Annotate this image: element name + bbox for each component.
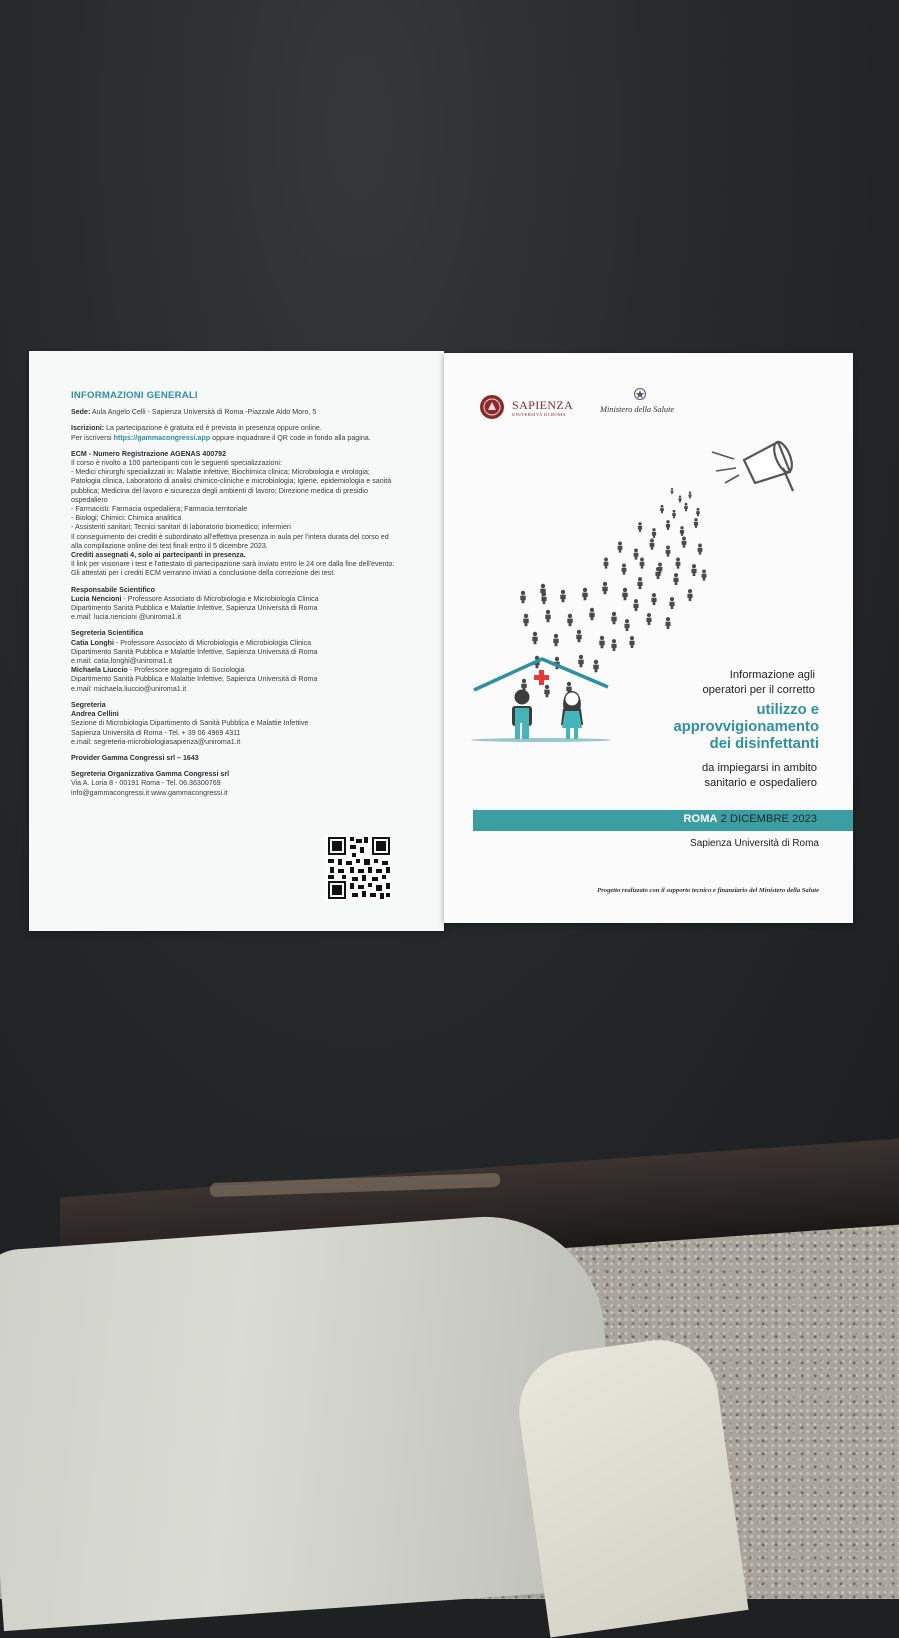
ecm-line-5: Il conseguimento dei crediti è subordinato all'effettiva presenza in aula per l'intera durata del corso ed alla compilazione online dei test finali entro il 5 dicembre 2023.	[71, 532, 389, 550]
medical-cross-icon	[534, 670, 549, 685]
title-line-2: approvvigionamento	[673, 719, 819, 735]
sede-label: Sede:	[71, 408, 91, 417]
sapienza-name: SAPIENZA	[512, 398, 574, 412]
after-line-1: Gli attestati per i crediti ECM verranno inviati a conclusione della correzione dei test.	[71, 569, 336, 578]
intro-line-1: Informazione agli	[729, 669, 815, 681]
sede-line	[71, 408, 401, 417]
cover-title	[673, 702, 819, 753]
ecm-line-1: - Medici chirurghi specializzati in: Malattie infettive; Biochimica clinica; Microbiologia e virologia; Patologia clinica, Laboratorio di analisi chimico-cliniche e microbiologia; Igiene, epidemiologia e sanità pubblica; Medicina del lavoro e sicurezza degli ambienti di lavoro; Direzione medica di presidio ospedaliero	[71, 468, 392, 504]
brochure-cover-page	[444, 353, 853, 923]
intro-line-2: operatori per il corretto	[702, 684, 815, 696]
segsci-dept1: Dipartimento Sanità Pubblica e Malattie Infettive, Sapienza Università di Roma	[71, 647, 318, 656]
registration-link[interactable]: https://gammacongressi.app	[113, 433, 211, 442]
segsci-title: Segreteria Scientifica	[71, 629, 144, 638]
provider-line: Provider Gamma Congressi srl – 1643	[71, 753, 199, 762]
resp-line	[71, 595, 401, 604]
segsci-email2: e.mail: michaela.liuccio@uniroma1.it	[71, 684, 187, 693]
iscrizioni-label: Iscrizioni:	[71, 424, 105, 433]
italy-emblem-icon	[633, 386, 647, 402]
date-rest: 2 DICEMBRE 2023	[717, 813, 817, 825]
ministero-name: Ministero della Salute	[600, 405, 675, 414]
segsci-line2	[71, 666, 401, 675]
sapienza-sub: UNIVERSITÀ DI ROMA	[512, 412, 566, 417]
segsci-name2: Michaela Liuccio	[71, 666, 128, 675]
iscrizioni-line	[71, 424, 401, 433]
ecm-line-2: - Farmacisti: Farmacia ospedaliera; Farmacia territoriale	[71, 505, 248, 514]
segsci-name1: Catia Longhi	[71, 638, 114, 647]
crowd-group	[520, 488, 706, 697]
segorg-title: Segreteria Organizzativa Gamma Congressi srl	[71, 770, 230, 779]
qr-code-icon[interactable]	[326, 835, 392, 901]
resp-name: Lucia Nencioni	[71, 594, 122, 603]
crediti-line: Crediti assegnati 4, solo ai partecipanti in presenza.	[71, 551, 246, 560]
house-icon	[471, 659, 611, 742]
after-line-0: Il link per visionare i test e l'attestato di partecipazione sarà inviato entro le 24 ore dalla fine dell'evento.	[71, 560, 395, 569]
resp-title: Responsabile Scientifico	[71, 585, 155, 594]
cover-subtitle	[702, 761, 817, 791]
resp-email: e.mail: lucia.nencioni @uniroma1.it	[71, 613, 182, 622]
seg-line2: Sapienza Università di Roma - Tel. + 39 06 4969 4311	[71, 728, 241, 737]
person-icon	[512, 690, 532, 740]
segorg-line2: info@gammacongressi.it www.gammacongressi.it	[71, 788, 228, 797]
trouser-knee	[511, 1332, 748, 1637]
iscrizioni-text: La partecipazione è gratuita ed è prevista in presenza oppure online.	[106, 424, 322, 433]
segsci-dept2: Dipartimento Sanità Pubblica e Malattie Infettive, Sapienza Università di Roma	[71, 675, 318, 684]
funding-note: Progetto realizzato con il supporto tecnico e finanziario del Ministero della Salute	[597, 887, 819, 894]
seg-name: Andrea Cellini	[71, 710, 119, 719]
subtitle-line-1: da impiegarsi in ambito	[701, 762, 817, 774]
ecm-line-0: Il corso è rivolto a 100 partecipanti con le seguenti specializzazioni:	[71, 459, 282, 468]
segorg-line1: Via A. Loria 8 - 00191 Roma - Tel. 06.36300769	[71, 779, 221, 788]
segsci-line1	[71, 639, 401, 648]
date-city: ROMA	[683, 813, 718, 825]
ecm-line-4: - Assistenti sanitari; Tecnici sanitari di laboratorio biomedico; infermieri	[71, 523, 291, 532]
segsci-role2: - Professore aggregato di Sociologia	[127, 666, 245, 675]
title-line-3: dei disinfettanti	[709, 736, 819, 752]
iscrizioni-pre: Per iscriversi	[71, 433, 112, 442]
title-line-1: utilizzo e	[756, 702, 819, 718]
subtitle-line-2: sanitario e ospedaliero	[704, 777, 817, 789]
segsci-role1: - Professore Associato di Microbiologia e Microbiologia Clinica	[113, 638, 312, 647]
iscrizioni-post: oppure inquadrare il QR code in fondo alla pagina.	[212, 433, 371, 442]
segsci-email1: e.mail: catia.longhi@uniroma1.it	[71, 657, 173, 666]
resp-dept: Dipartimento Sanità Pubblica e Malattie Infettive, Sapienza Università di Roma	[71, 604, 318, 613]
resp-role: - Professore Associato di Microbiologia e Microbiologia Clinica	[121, 594, 319, 603]
megaphone-icon	[712, 440, 795, 491]
ecm-line-3: - Biologi; Chimici: Chimica analitica	[71, 514, 182, 523]
event-date	[683, 813, 817, 825]
seg-title: Segreteria	[71, 700, 106, 709]
cover-intro	[702, 668, 815, 698]
event-venue: Sapienza Università di Roma	[690, 838, 819, 849]
general-info	[71, 391, 401, 798]
seg-email: e.mail: segreteria-microbiologiasapienza@uniroma1.it	[71, 737, 241, 746]
sede-text: Aula Angelo Celli - Sapienza Università di Roma -Piazzale Aldo Moro, 5	[91, 408, 317, 417]
person-icon	[561, 691, 583, 739]
brochure-left-page	[29, 351, 444, 931]
iscrizioni-link-line	[71, 434, 401, 443]
general-info-title: INFORMAZIONI GENERALI	[71, 390, 198, 401]
ecm-title: ECM - Numero Registrazione AGENAS 400792	[71, 449, 227, 458]
seg-line1: Sezione di Microbiologia Dipartimento di Sanità Pubblica e Malattie Infettive	[71, 719, 309, 728]
